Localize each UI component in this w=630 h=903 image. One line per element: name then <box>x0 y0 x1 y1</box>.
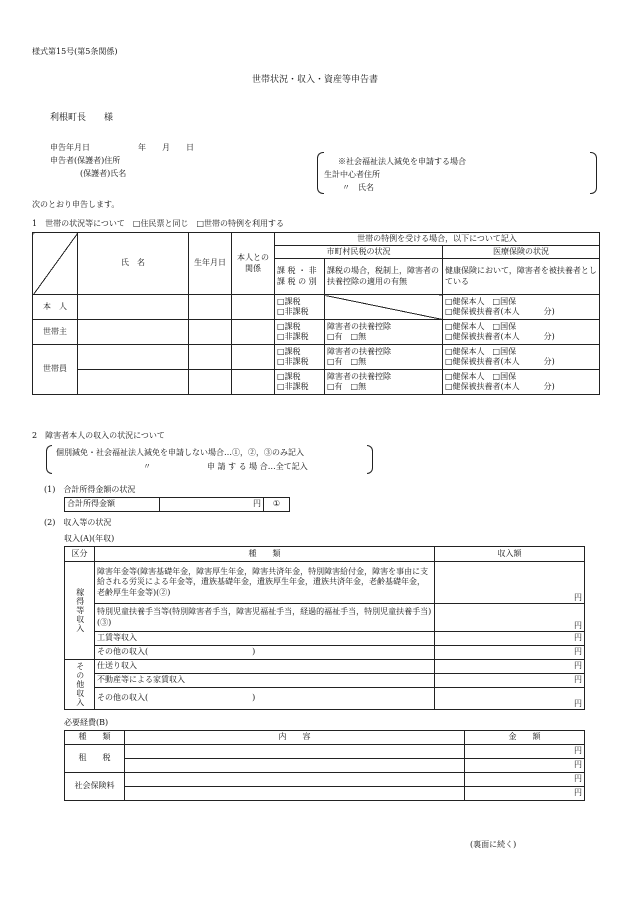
pension-amount-field[interactable]: 円 <box>435 562 585 604</box>
item-rent: 不動産等による家賃収入 <box>95 674 435 688</box>
total-income-label: 合計所得金額 <box>65 498 160 512</box>
expense-title: 必要経費(B) <box>64 718 109 727</box>
member1-tax-checkboxes[interactable]: □課税 □非課税 <box>275 345 325 370</box>
col-amount: 収入額 <box>435 547 585 562</box>
member2-tax-checkboxes[interactable]: □課税 □非課税 <box>275 370 325 395</box>
applicant-name-label: (保護者)氏名 <box>80 169 127 178</box>
col-content: 内 容 <box>125 731 465 745</box>
group-earned: 稼得等収入 <box>65 562 95 660</box>
member1-name-field[interactable] <box>78 345 189 370</box>
head-tax-checkboxes[interactable]: □課税 □非課税 <box>275 320 325 345</box>
self-tax-checkboxes[interactable]: □課税 □非課税 <box>275 295 325 320</box>
col-relation: 本人との関係 <box>232 233 275 295</box>
item-wage: 工賃等収入 <box>95 632 435 646</box>
bracket-right <box>590 152 597 194</box>
tax-amount-field-1[interactable]: 円 <box>465 745 585 759</box>
col-name: 氏 名 <box>78 233 189 295</box>
head-birth-field[interactable] <box>189 320 232 345</box>
expense-insurance-label: 社会保険料 <box>65 773 125 801</box>
member2-relation-field[interactable] <box>232 370 275 395</box>
page-title: 世帯状況・収入・資産等申告書 <box>251 75 378 85</box>
member1-birth-field[interactable] <box>189 345 232 370</box>
self-relation-field[interactable] <box>232 295 275 320</box>
addressee: 利根町長 様 <box>50 113 114 123</box>
self-birth-field[interactable] <box>189 295 232 320</box>
tax-group-header: 市町村民税の状況 <box>275 246 443 259</box>
col-tax-status: 課 税 ・ 非 課 税 の 別 <box>275 259 325 295</box>
col-deduction: 課税の場合，税制上，障害者の扶養控除の適用の有無 <box>325 259 443 295</box>
center-address-label: 生計中心者住所 <box>324 170 380 179</box>
head-deduction-checkboxes[interactable]: 障害者の扶養控除 □有 □無 <box>325 320 443 345</box>
self-name-field[interactable] <box>78 295 189 320</box>
date-line: 申告年月日 年 月 日 <box>50 143 194 152</box>
member1-relation-field[interactable] <box>232 345 275 370</box>
member2-name-field[interactable] <box>78 370 189 395</box>
subsection2-heading: (2) 収入等の状況 <box>44 518 112 527</box>
head-relation-field[interactable] <box>232 320 275 345</box>
wage-amount-field[interactable]: 円 <box>435 632 585 646</box>
remit-amount-field[interactable]: 円 <box>435 660 585 674</box>
expense-tax-label: 租 税 <box>65 745 125 773</box>
row-self-label: 本 人 <box>33 295 78 320</box>
member2-deduction-checkboxes[interactable]: 障害者の扶養控除 □有 □無 <box>325 370 443 395</box>
note-applying: 〃 申 請 す る 場 合…全て記入 <box>143 462 308 471</box>
member1-insurance-checkboxes[interactable]: □健保本人 □国保 □健保被扶養者(本人 分) <box>443 345 600 370</box>
section2-heading: 2 障害者本人の収入の状況について <box>32 431 165 440</box>
insurance-group-header: 医療保険の状況 <box>443 246 600 259</box>
item-other-income: その他の収入( ) <box>95 688 435 710</box>
income-table <box>64 546 585 710</box>
item-remit: 仕送り収入 <box>95 660 435 674</box>
insurance-content-field-1[interactable] <box>125 773 465 787</box>
member2-birth-field[interactable] <box>189 370 232 395</box>
subsection1-heading: (1) 合計所得金額の状況 <box>44 485 136 494</box>
insurance-content-field-2[interactable] <box>125 787 465 801</box>
bracket-left <box>317 152 324 194</box>
allowance-amount-field[interactable]: 円 <box>435 604 585 632</box>
row-head-label: 世帯主 <box>33 320 78 345</box>
social-welfare-note: ※社会福祉法人減免を申請する場合 <box>338 157 466 166</box>
tax-amount-field-2[interactable]: 円 <box>465 759 585 773</box>
group-other: その他収入 <box>65 660 95 710</box>
tax-content-field-2[interactable] <box>125 759 465 773</box>
income-title: 収入(A)(年収) <box>64 534 115 543</box>
col-money: 金 額 <box>465 731 585 745</box>
total-income-field[interactable]: 円 <box>160 498 264 512</box>
col-kubun: 区分 <box>65 547 95 562</box>
self-deduction-na <box>325 295 443 320</box>
insurance-amount-field-2[interactable]: 円 <box>465 787 585 801</box>
household-table <box>32 232 600 395</box>
section1-heading: 1 世帯の状況等について □住民票と同じ □世帯の特例を利用する <box>32 219 285 228</box>
tax-content-field-1[interactable] <box>125 745 465 759</box>
rent-amount-field[interactable]: 円 <box>435 674 585 688</box>
note-not-applying: 個別減免・社会福祉法人減免を申請しない場合…①，②，③のみ記入 <box>56 448 304 457</box>
col-type: 種 類 <box>95 547 435 562</box>
item-other-earned: その他の収入( ) <box>95 646 435 660</box>
head-name-field[interactable] <box>78 320 189 345</box>
row-member-label: 世帯員 <box>33 345 78 395</box>
col-insurance: 健康保険において，障害者を被扶養者としている <box>443 259 600 295</box>
insurance-amount-field-1[interactable]: 円 <box>465 773 585 787</box>
item-allowance: 特別児童扶養手当等(特別障害者手当，障害児福祉手当，経過的福祉手当，特別児童扶養手当)(③) <box>95 604 435 632</box>
col-birth: 生年月日 <box>189 233 232 295</box>
expense-table <box>64 730 585 801</box>
col-kind: 種 類 <box>65 731 125 745</box>
member1-deduction-checkboxes[interactable]: 障害者の扶養控除 □有 □無 <box>325 345 443 370</box>
center-name-label: 〃 氏名 <box>342 183 374 192</box>
item-pension: 障害年金等(障害基礎年金，障害厚生年金，障害共済年金，特別障害給付金，障害を事由に支給される労災による年金等，遺族基礎年金，遺族厚生年金，遺族共済年金，老齢基礎年金，老齢厚生年金等)(②) <box>95 562 435 604</box>
note-bracket-left <box>46 445 52 474</box>
note-bracket-right <box>367 445 373 474</box>
head-insurance-checkboxes[interactable]: □健保本人 □国保 □健保被扶養者(本人 分) <box>443 320 600 345</box>
intro-text: 次のとおり申告します。 <box>32 200 120 209</box>
form-number: 様式第15号(第5条関係) <box>32 47 118 56</box>
special-header: 世帯の特例を受ける場合，以下について記入 <box>275 233 600 246</box>
corner-cell <box>33 233 78 295</box>
continued-note: (裏面に続く) <box>470 840 517 849</box>
total-income-table <box>64 497 290 512</box>
self-insurance-checkboxes[interactable]: □健保本人 □国保 □健保被扶養者(本人 分) <box>443 295 600 320</box>
member2-insurance-checkboxes[interactable]: □健保本人 □国保 □健保被扶養者(本人 分) <box>443 370 600 395</box>
applicant-address-label: 申告者(保護者)住所 <box>50 156 121 165</box>
mark-one: ① <box>264 498 290 512</box>
other-earned-amount-field[interactable]: 円 <box>435 646 585 660</box>
other-income-amount-field[interactable]: 円 <box>435 688 585 710</box>
